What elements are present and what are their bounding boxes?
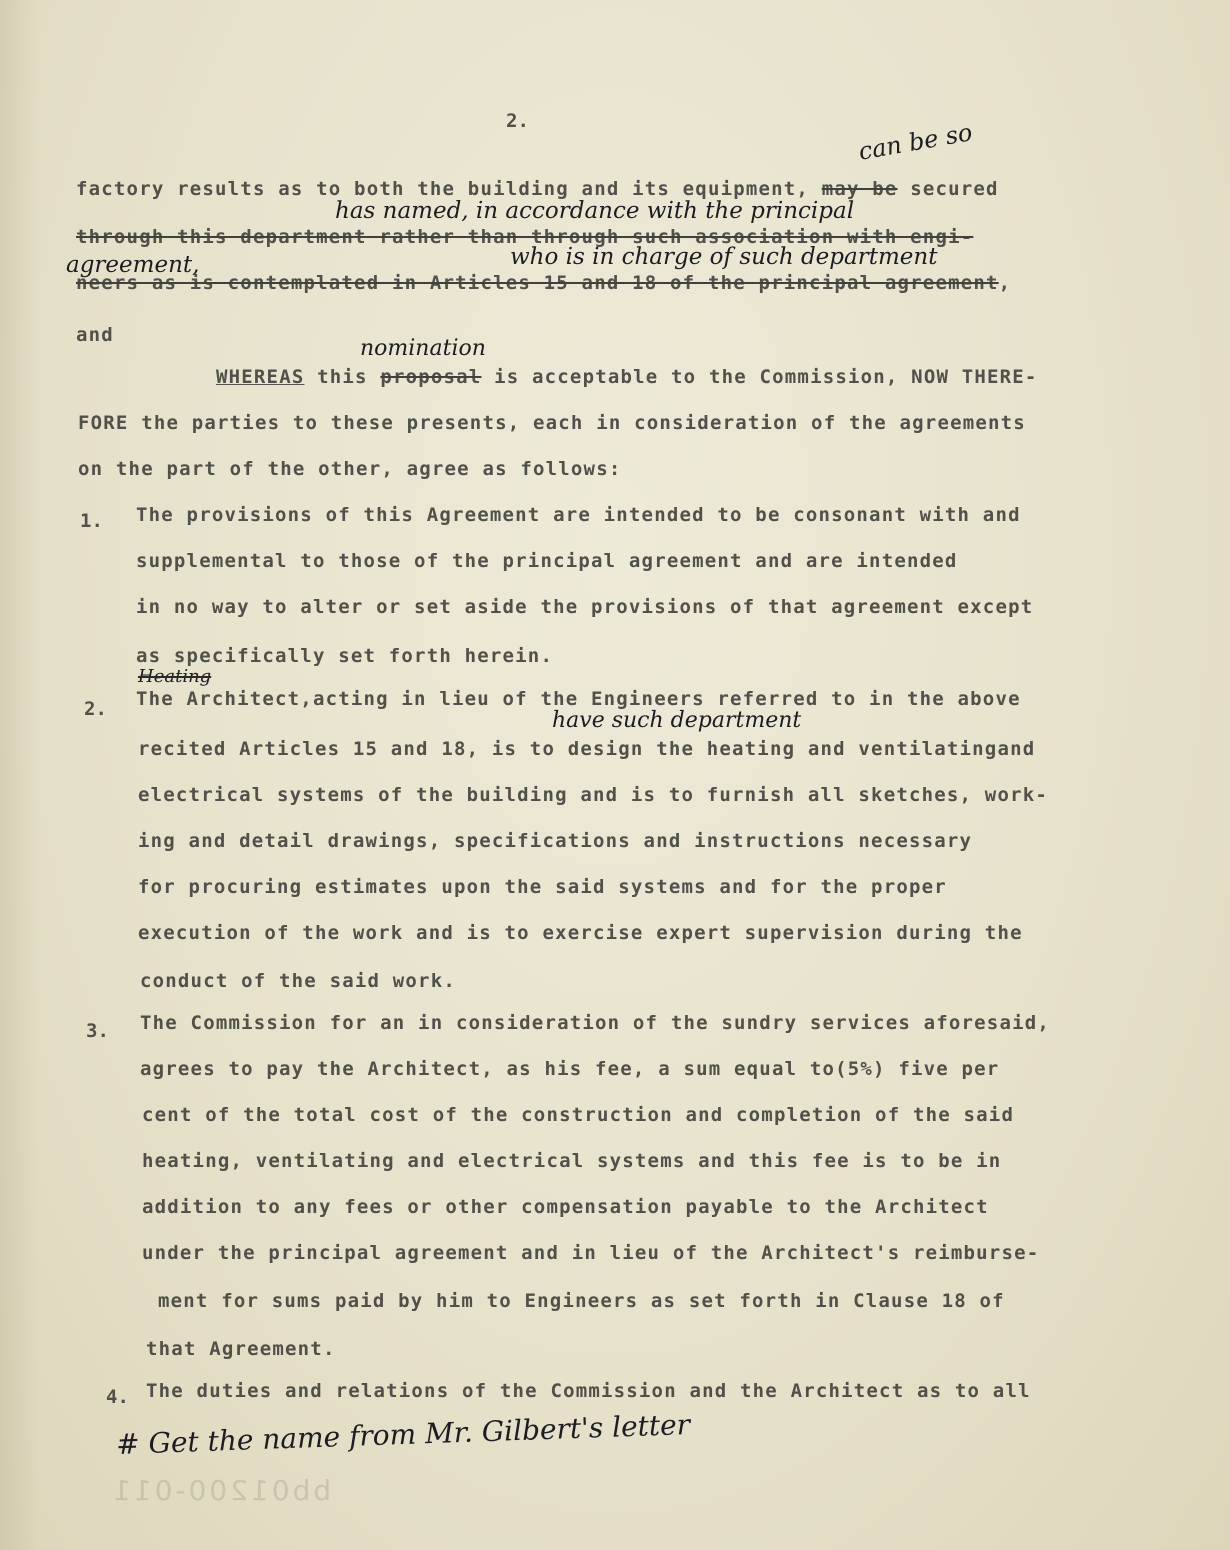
item-3-line: under the principal agreement and in lieu of the Architect's reimburse-: [142, 1242, 1040, 1264]
item-2-line: The Architect,acting in lieu of the Engineers referred to in the above: [136, 688, 1021, 710]
handwritten-insert-agreement: agreement,: [66, 252, 200, 278]
item-1-line: in no way to alter or set aside the provisions of that agreement except: [136, 596, 1034, 618]
item-3-line: heating, ventilating and electrical systems and this fee is to be in: [142, 1150, 1002, 1172]
item-2-line: ing and detail drawings, specifications and instructions necessary: [138, 830, 973, 852]
item-3-line: ment for sums paid by him to Engineers as set forth in Clause 18 of: [158, 1290, 1005, 1312]
item-1-line: supplemental to those of the principal agreement and are intended: [136, 550, 958, 572]
item-1-line: as specifically set forth herein.: [136, 645, 554, 667]
handwritten-have-such-department: have such department: [552, 708, 802, 733]
handwritten-insert-can-be-so: can be so: [856, 118, 975, 166]
page-edge-shadow: [0, 0, 40, 1550]
handwritten-footnote: # Get the name from Mr. Gilbert's letter: [115, 1407, 691, 1462]
intro-and: and: [76, 324, 114, 346]
item-3-line: agrees to pay the Architect, as his fee, a sum equal to(5%) five per: [140, 1058, 1000, 1080]
item-3-number: 3.: [86, 1020, 109, 1042]
item-1-number: 1.: [80, 510, 103, 532]
handwritten-nomination: nomination: [360, 336, 486, 361]
handwritten-insert-who-is-in-charge: who is in charge of such department: [510, 244, 938, 270]
item-2-line: recited Articles 15 and 18, is to design the heating and ventilatingand: [138, 738, 1036, 760]
whereas-line-3: on the part of the other, agree as follows:: [78, 458, 622, 480]
intro-line-3: neers as is contemplated in Articles 15 and 18 of the principal agreement,: [76, 272, 1012, 294]
intro-line-1: factory results as to both the building and its equipment, may be secured: [76, 178, 999, 200]
item-2-line: for procuring estimates upon the said systems and for the proper: [138, 876, 947, 898]
item-2-number: 2.: [84, 698, 107, 720]
item-3-line: that Agreement.: [146, 1338, 336, 1360]
item-2-line: electrical systems of the building and is to furnish all sketches, work-: [138, 784, 1049, 806]
item-2-line: execution of the work and is to exercise expert supervision during the: [138, 922, 1023, 944]
bleed-through-stamp: bb01200-011: [110, 1474, 332, 1507]
whereas-line-2: FORE the parties to these presents, each in consideration of the agreements: [78, 412, 1026, 434]
whereas-line-1: WHEREAS this proposal is acceptable to the Commission, NOW THERE-: [216, 366, 1038, 388]
intro-line-2-struck: through this department rather than through such association with engi-: [76, 226, 974, 248]
item-3-line: The Commission for an in consideration of the sundry services aforesaid,: [140, 1012, 1051, 1034]
item-3-line: addition to any fees or other compensation payable to the Architect: [142, 1196, 989, 1218]
item-4-line: The duties and relations of the Commission and the Architect as to all: [146, 1380, 1031, 1402]
item-1-line: The provisions of this Agreement are intended to be consonant with and: [136, 504, 1021, 526]
page-number: 2.: [506, 110, 529, 132]
handwritten-insert-has-named: has named, in accordance with the principal: [335, 198, 855, 224]
item-3-line: cent of the total cost of the construction and completion of the said: [142, 1104, 1015, 1126]
item-4-number: 4.: [106, 1386, 129, 1408]
item-2-line: conduct of the said work.: [140, 970, 456, 992]
handwritten-heating-struck: Heating: [138, 666, 212, 687]
